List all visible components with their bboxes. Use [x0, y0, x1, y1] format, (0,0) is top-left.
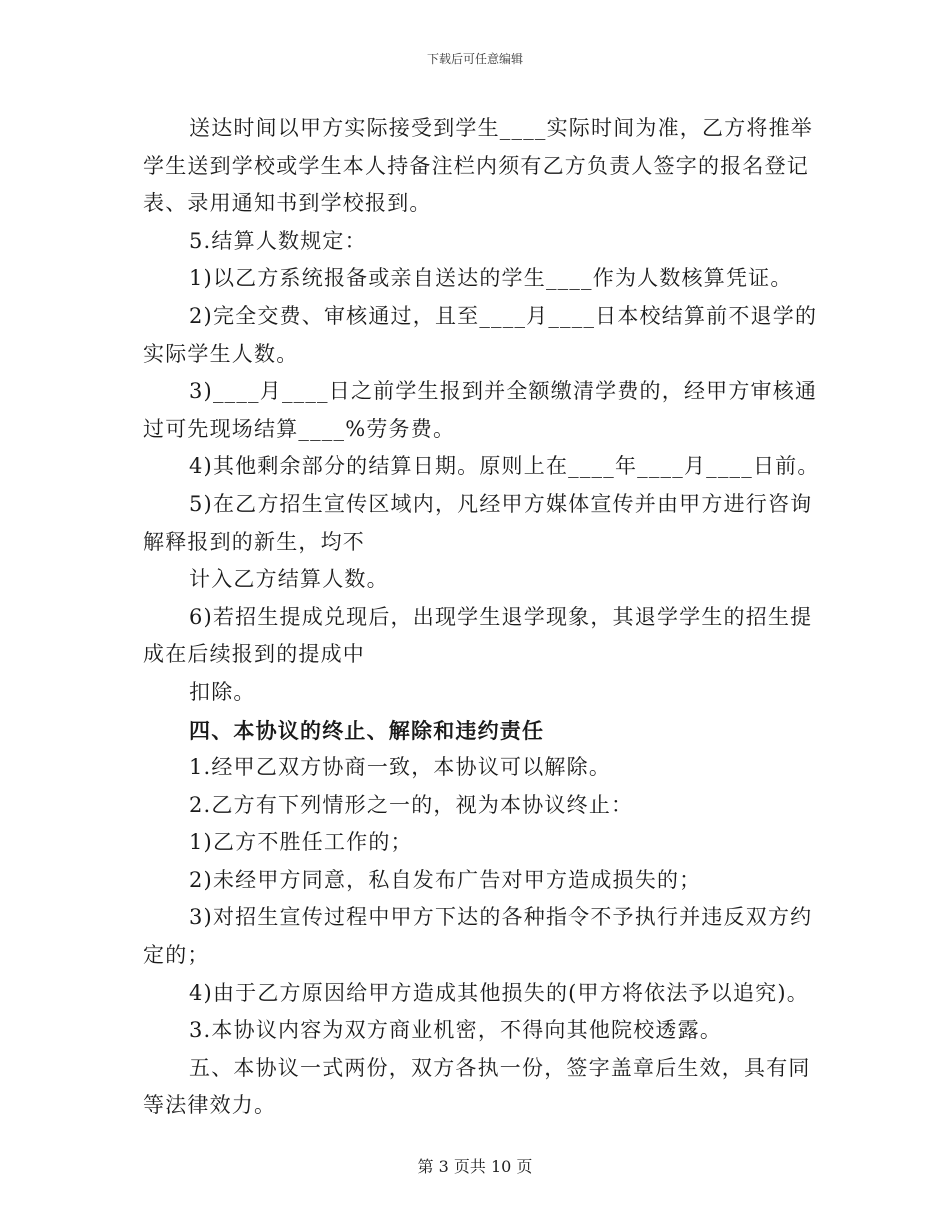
paragraph-line: 1)乙方不胜任工作的；	[189, 830, 413, 855]
page-footer: 第 3 页共 10 页	[417, 1157, 533, 1176]
paragraph-line: 1)以乙方系统报备或亲自送达的学生____作为人数核算凭证。	[189, 266, 793, 291]
paragraph-line: 6)若招生提成兑现后，出现学生退学现象，其退学学生的招生提	[189, 604, 813, 629]
paragraph-line: 1.经甲乙双方协商一致，本协议可以解除。	[189, 755, 612, 780]
paragraph-line: 4)由于乙方原因给甲方造成其他损失的(甲方将依法予以追究)。	[189, 980, 809, 1005]
page-header: 下载后可任意编辑	[426, 52, 523, 66]
document-body	[143, 110, 820, 1125]
paragraph-line: 实际学生人数。	[143, 341, 299, 366]
paragraph-line: 5)在乙方招生宣传区域内，凡经甲方媒体宣传并由甲方进行咨询	[189, 491, 813, 516]
paragraph-line: 过可先现场结算____%劳务费。	[143, 416, 456, 441]
paragraph-line: 2.乙方有下列情形之一的，视为本协议终止：	[189, 792, 634, 817]
paragraph-line: 送达时间以甲方实际接受到学生____实际时间为准，乙方将推举	[189, 116, 813, 140]
section-heading: 四、本协议的终止、解除和违约责任	[189, 717, 545, 743]
paragraph-line: 计入乙方结算人数。	[189, 567, 389, 592]
paragraph-line: 扣除。	[189, 679, 256, 704]
paragraph-line: 3)____月____日之前学生报到并全额缴清学费的，经甲方审核通	[189, 379, 818, 404]
paragraph-line: 4)其他剩余部分的结算日期。原则上在____年____月____日前。	[189, 454, 820, 479]
paragraph-line: 学生送到学校或学生本人持备注栏内须有乙方负责人签字的报名登记	[143, 153, 809, 178]
paragraph-line: 5.结算人数规定：	[189, 228, 367, 253]
paragraph-line: 3)对招生宣传过程中甲方下达的各种指令不予执行并违反双方约	[189, 905, 813, 930]
paragraph-line: 2)未经甲方同意，私自发布广告对甲方造成损失的；	[189, 867, 702, 892]
paragraph-line: 五、本协议一式两份，双方各执一份，签字盖章后生效，具有同	[189, 1055, 811, 1080]
paragraph-line: 表、录用通知书到学校报到。	[143, 191, 432, 216]
paragraph-line: 解释报到的新生，均不	[143, 529, 365, 554]
paragraph-line: 成在后续报到的提成中	[143, 642, 365, 667]
paragraph-line: 3.本协议内容为双方商业机密，不得向其他院校透露。	[189, 1018, 723, 1043]
paragraph-line: 定的；	[143, 943, 210, 968]
paragraph-line: 等法律效力。	[143, 1093, 277, 1118]
paragraph-line: 2)完全交费、审核通过，且至____月____日本校结算前不退学的	[189, 303, 818, 328]
